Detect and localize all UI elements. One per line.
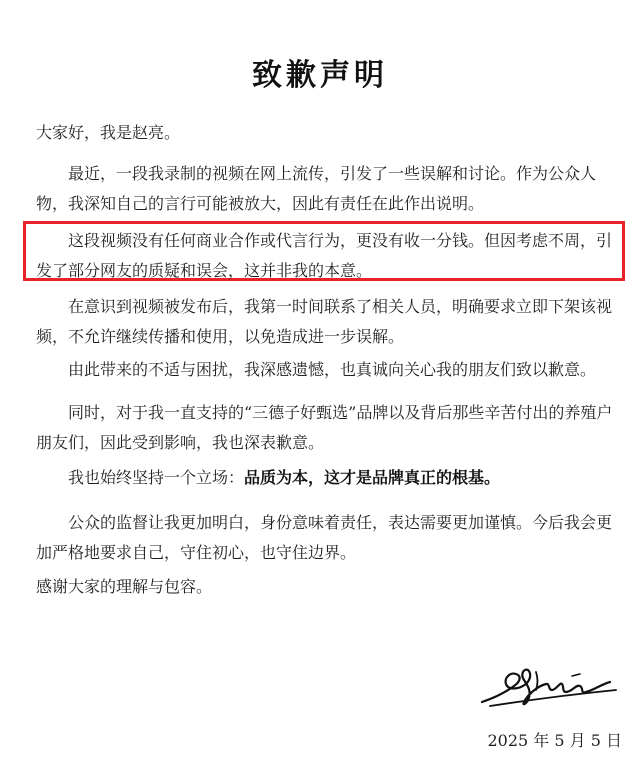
stance-prefix: 我也始终坚持一个立场： xyxy=(68,468,245,487)
statement-date: 2025 年 5 月 5 日 xyxy=(487,731,622,750)
paragraph-stance xyxy=(36,463,616,493)
paragraph-no-commercial: 这段视频没有任何商业合作或代言行为，更没有收一分钱。但因考虑不周，引发了部分网友的质疑和误会，这并非我的本意。 xyxy=(36,231,613,280)
greeting-text: 大家好，我是赵亮。 xyxy=(36,123,181,142)
paragraph-apology: 由此带来的不适与困扰，我深感遗憾，也真诚向关心我的朋友们致以歉意。 xyxy=(68,360,597,379)
paragraph-closing: 公众的监督让我更加明白，身份意味着责任，表达需要更加谨慎。今后我会更加严格地要求自己，守住初心，也守住边界。 xyxy=(36,513,613,562)
page-title: 致歉声明 xyxy=(252,58,388,93)
handwritten-signature xyxy=(476,662,626,710)
paragraph-action-taken: 在意识到视频被发布后，我第一时间联系了相关人员，明确要求立即下架该视频，不允许继续传播和使用，以免造成进一步误解。 xyxy=(36,297,613,346)
paragraph-brand-apology: 同时，对于我一直支持的“三德子好甄选”品牌以及背后那些辛苦付出的养殖户朋友们，因此受到影响，我也深表歉意。 xyxy=(36,403,613,452)
paragraph-explanation: 最近，一段我录制的视频在网上流传，引发了一些误解和讨论。作为公众人物，我深知自己的言行可能被放大，因此有责任在此作出说明。 xyxy=(36,164,597,213)
stance-bold: 品质为本，这才是品牌真正的根基。 xyxy=(244,468,501,487)
thanks-text: 感谢大家的理解与包容。 xyxy=(36,577,213,596)
